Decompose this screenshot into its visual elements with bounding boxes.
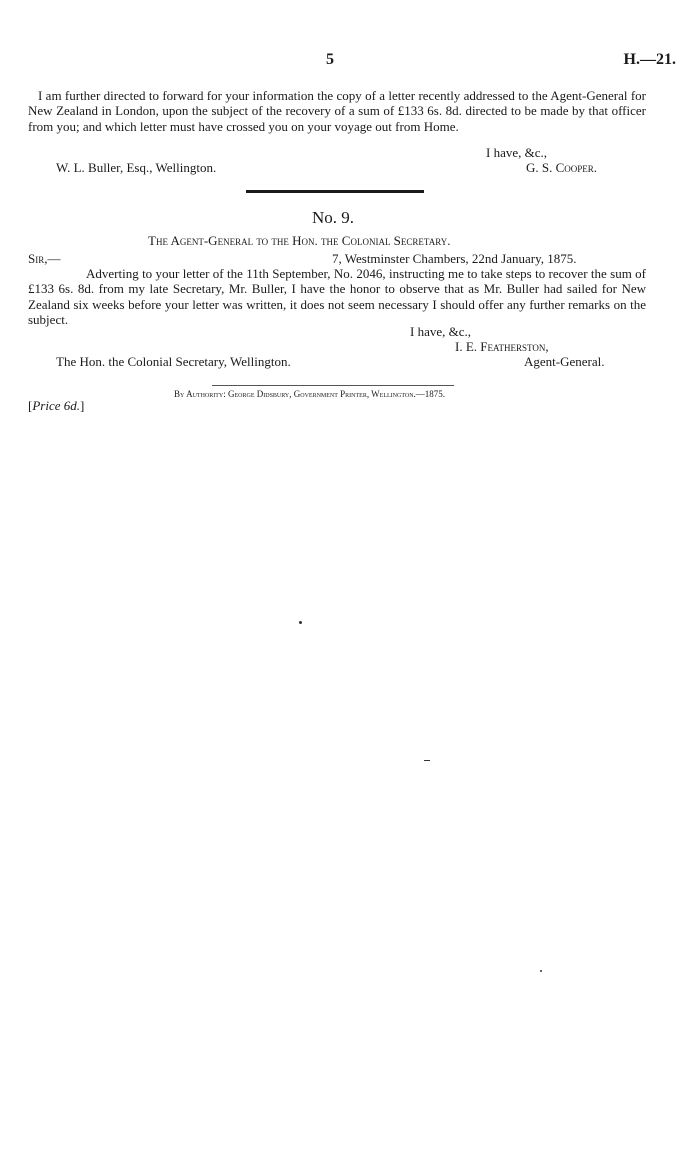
- section-divider: [246, 190, 424, 193]
- letter2-signature: I. E. Featherston,: [455, 339, 549, 354]
- price-note: [28, 398, 84, 414]
- address-date: 7, Westminster Chambers, 22nd January, 1875.: [332, 251, 577, 266]
- page-number: 5: [326, 51, 334, 68]
- letter1-signature: G. S. Cooper.: [526, 160, 598, 175]
- authority-imprint: By Authority: George Didsbury, Government Printer, Wellington.—1875.: [174, 389, 446, 399]
- signatory-title: Agent-General.: [524, 354, 605, 369]
- scan-speck: [540, 970, 542, 972]
- scan-speck: [299, 621, 302, 624]
- letter-number-heading: No. 9.: [312, 208, 355, 227]
- price-close-bracket: ]: [80, 398, 85, 413]
- scan-speck: [424, 760, 430, 761]
- letter2-paragraph: Adverting to your letter of the 11th September, No. 2046, instructing me to take steps to recover the sum of £133 6s. 8d. from my late Secretary, Mr. Buller, I have the honor to observe that as Mr. Buller had sailed for New Zealand six weeks before your letter was written, it does not seem necessary I should offer any further remarks on the subject.: [28, 266, 646, 328]
- letter1-closing: I have, &c.,: [486, 145, 548, 160]
- letter2-closing: I have, &c.,: [410, 324, 472, 339]
- footer-rule: [212, 385, 454, 386]
- price-value: 6d.: [63, 398, 80, 413]
- letter1-paragraph: I am further directed to forward for your information the copy of a letter recently addressed to the Agent-General for New Zealand in London, upon the subject of the recovery of a sum of £133 6s. 8d. directed to be made by that officer from you; and which letter must have crossed you on your voyage out from Home.: [28, 88, 646, 134]
- document-reference: H.—21.: [623, 51, 676, 68]
- salutation: Sir,—: [28, 251, 61, 266]
- letter1-addressee: W. L. Buller, Esq., Wellington.: [56, 160, 217, 175]
- price-label: Price: [32, 398, 61, 413]
- price-open-bracket: [: [28, 398, 33, 413]
- letter2-addressee: The Hon. the Colonial Secretary, Wellington.: [56, 354, 291, 369]
- letter-subheading: The Agent-General to the Hon. the Colonial Secretary.: [148, 233, 451, 248]
